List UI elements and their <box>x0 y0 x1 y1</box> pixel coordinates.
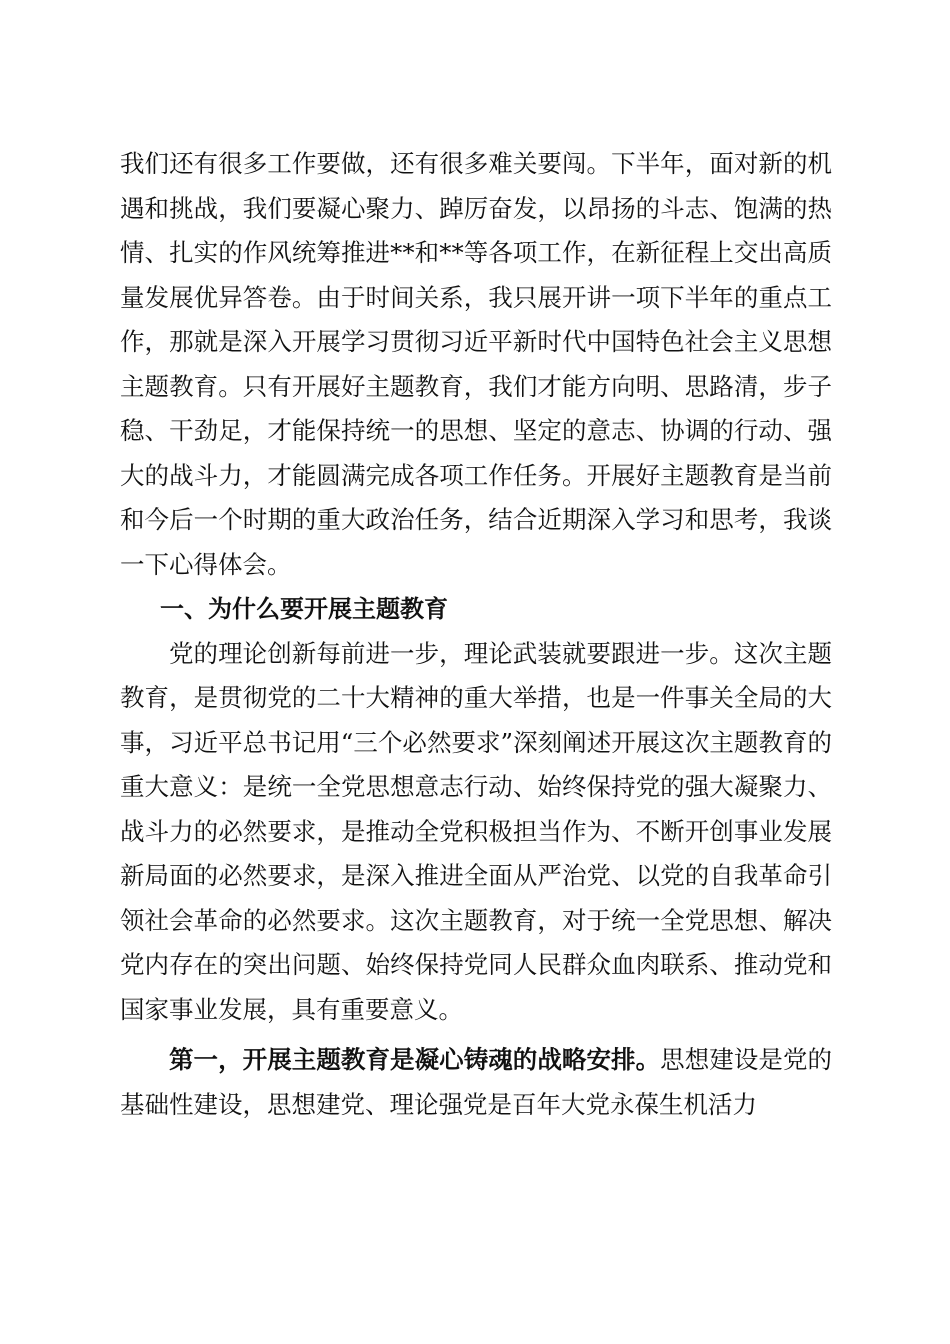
point-one-text: 思想建设是党的基础性建设，思想建党、理论强党是百年大党永葆生机活力 <box>120 1045 833 1119</box>
document-body <box>120 142 832 1127</box>
intro-paragraph: 我们还有很多工作要做，还有很多难关要闯。下半年，面对新的机遇和挑战，我们要凝心聚力、踔厉奋发，以昂扬的斗志、饱满的热情、扎实的作风统筹推进**和**等各项工作，在新征程上交出高质量发展优异答卷。由于时间关系，我只展开讲一项下半年的重点工作，那就是深入开展学习贯彻习近平新时代中国特色社会主义思想主题教育。只有开展好主题教育，我们才能方向明、思路清，步子稳、干劲足，才能保持统一的思想、坚定的意志、协调的行动、强大的战斗力，才能圆满完成各项工作任务。开展好主题教育是当前和今后一个时期的重大政治任务，结合近期深入学习和思考，我谈一下心得体会。 <box>120 149 832 579</box>
section-paragraph: 党的理论创新每前进一步，理论武装就要跟进一步。这次主题教育，是贯彻党的二十大精神的重大举措，也是一件事关全局的大事，习近平总书记用“三个必然要求”深刻阐述开展这次主题教育的重大意义：是统一全党思想意志行动、始终保持党的强大凝聚力、战斗力的必然要求，是推动全党积极担当作为、不断开创事业发展新局面的必然要求，是深入推进全面从严治党、以党的自我革命引领社会革命的必然要求。这次主题教育，对于统一全党思想、解决党内存在的突出问题、始终保持党同人民群众血肉联系、推动党和国家事业发展，具有重要意义。 <box>120 638 832 1024</box>
point-one-paragraph <box>120 1038 832 1127</box>
point-one-lead: 第一，开展主题教育是凝心铸魂的战略安排。 <box>169 1045 661 1074</box>
section-heading: 一、为什么要开展主题教育 <box>160 595 448 623</box>
